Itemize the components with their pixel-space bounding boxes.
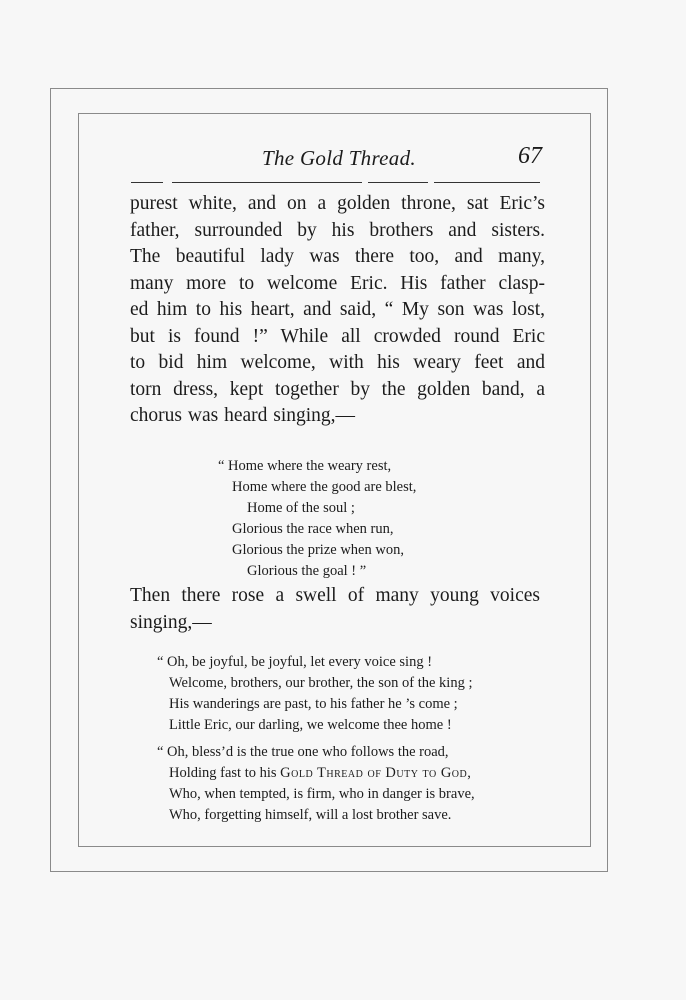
stanza-line-text: Holding fast to his [169, 765, 281, 781]
paragraph-line: many more to welcome Eric. His father clasp- [130, 272, 545, 294]
paragraph-line: ed him to his heart, and said, “ My son was lost, [130, 299, 545, 320]
paragraph-line: purest white, and on a golden throne, sat Eric’s [130, 193, 545, 214]
header-rule-left [131, 182, 163, 183]
header-rule-right [434, 182, 540, 183]
paragraph-two [130, 583, 540, 636]
poem-line: “ Home where the weary rest, [218, 458, 392, 474]
stanza-line [157, 763, 475, 784]
paragraph-line: to bid him welcome, with his weary feet and [130, 352, 545, 373]
stanza-line: Who, forgetting himself, will a lost brother save. [169, 807, 452, 823]
paragraph-line: singing,— [130, 611, 212, 633]
poem-line: Glorious the goal ! ” [247, 563, 367, 579]
header-rule-center [368, 182, 428, 183]
stanza-line: Welcome, brothers, our brother, the son of the king ; [169, 675, 473, 691]
poem-line: Glorious the race when run, [232, 521, 394, 537]
poem-one [218, 456, 416, 582]
paragraph-line: chorus was heard singing,— [130, 405, 356, 426]
stanza-line: Little Eric, our darling, we welcome thee home ! [169, 717, 452, 733]
running-header [0, 140, 686, 180]
running-title: The Gold Thread. [262, 146, 416, 170]
stanza-line: Who, when tempted, is firm, who in danger is brave, [169, 786, 475, 802]
paragraph-line: Then there rose a swell of many young voices [130, 585, 540, 606]
song-stanza-one [157, 652, 472, 736]
page-number: 67 [518, 143, 542, 169]
gold-thread-smallcaps: Gold Thread of Duty to God, [280, 765, 472, 781]
poem-line: Home where the good are blest, [232, 479, 417, 495]
paragraph-line: The beautiful lady was there too, and many, [130, 246, 545, 267]
stanza-line: “ Oh, bless’d is the true one who follows the road, [157, 744, 449, 760]
stanza-line: His wanderings are past, to his father he ’s come ; [169, 696, 458, 712]
poem-line: Home of the soul ; [247, 500, 355, 516]
paragraph-line: but is found !” While all crowded round Eric [130, 325, 545, 347]
stanza-line: “ Oh, be joyful, be joyful, let every voice sing ! [157, 654, 433, 670]
song-stanza-two [157, 742, 475, 826]
header-rule-middle [172, 182, 362, 183]
paragraph-line: father, surrounded by his brothers and sisters. [130, 219, 545, 241]
poem-line: Glorious the prize when won, [232, 542, 404, 558]
paragraph-line: torn dress, kept together by the golden band, a [130, 378, 545, 400]
paragraph-one [130, 191, 545, 430]
